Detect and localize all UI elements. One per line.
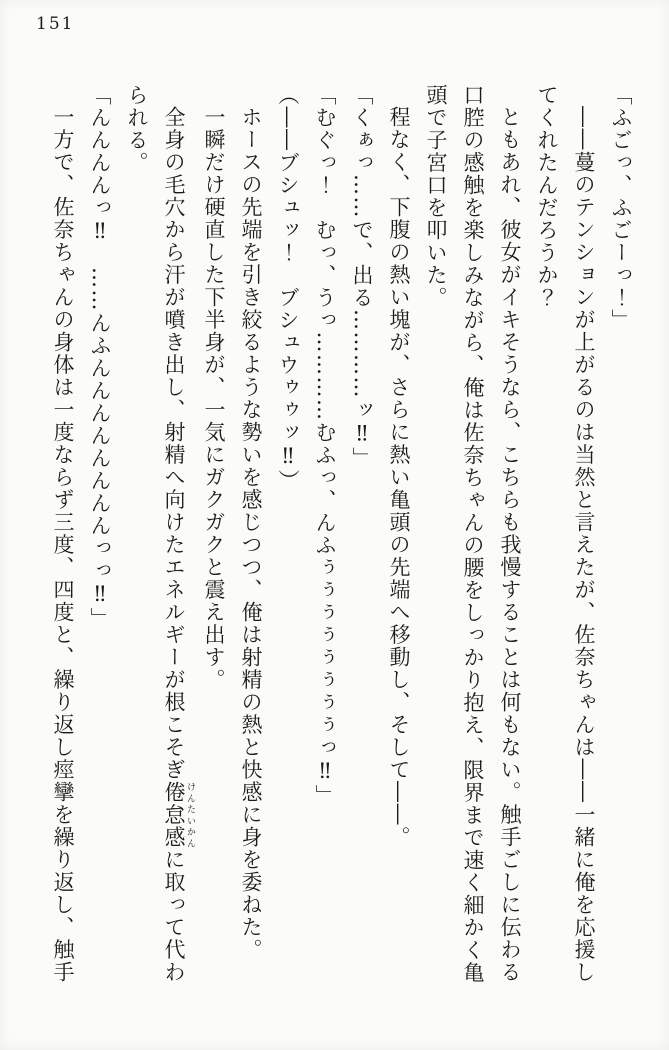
text-line: 「むぐっ！ むっ、うっ…………むふっ、んふぅぅぅぅぅぅぅぅっ‼」 (313, 84, 337, 807)
text-line: てくれたんだろうか？ (535, 84, 559, 309)
text-line: られる。 (125, 84, 149, 174)
text-line: 「ふごっ、ふごーっ！」 (609, 84, 633, 332)
text-line: ともあれ、彼女がイキそうなら、こちらも我慢することは何もない。触手ごしに伝わる (498, 106, 522, 984)
page-number: 151 (36, 14, 75, 34)
ruby-annotated-word: 倦怠感 けんたいかん (162, 781, 195, 849)
text-line: （――ブシュッ！ ブシュウゥゥッ‼） (276, 84, 300, 492)
text-line: 「くぁっ……で、出る…………ッ‼」 (350, 84, 374, 470)
text-line: 全身の毛穴から汗が噴き出し、射精へ向けたエネルギーが根こそぎ倦怠感 けんたいかんに取って代わ (162, 106, 195, 984)
text-line: 一瞬だけ硬直した下半身が、一気にガクガクと震え出す。 (202, 106, 226, 691)
text-line: 「んんんんっ‼ ……んふんんんんんんんんっっ‼」 (88, 84, 112, 630)
text-line: 一方で、佐奈ちゃんの身体は一度ならず三度、四度と、繰り返し痙攣を繰り返し、触手 (51, 106, 75, 984)
text-line: 程なく、下腹の熱い塊が、さらに熱い亀頭の先端へ移動し、そして――。 (387, 106, 411, 849)
text-line: 頭で子宮口を叩いた。 (424, 84, 448, 309)
vertical-text-block (44, 84, 639, 1012)
text-line: ホースの先端を引き絞るような勢いを感じつつ、俺は射精の熱と快感に身を委ねた。 (239, 106, 263, 961)
text-line: 口腔の感触を楽しみながら、俺は佐奈ちゃんの腰をしっかり抱え、限界まで速く細かく亀 (461, 84, 485, 984)
text-line: ――蔓のテンションが上がるのは当然と言えたが、佐奈ちゃんは――一緒に俺を応援し (572, 106, 596, 984)
